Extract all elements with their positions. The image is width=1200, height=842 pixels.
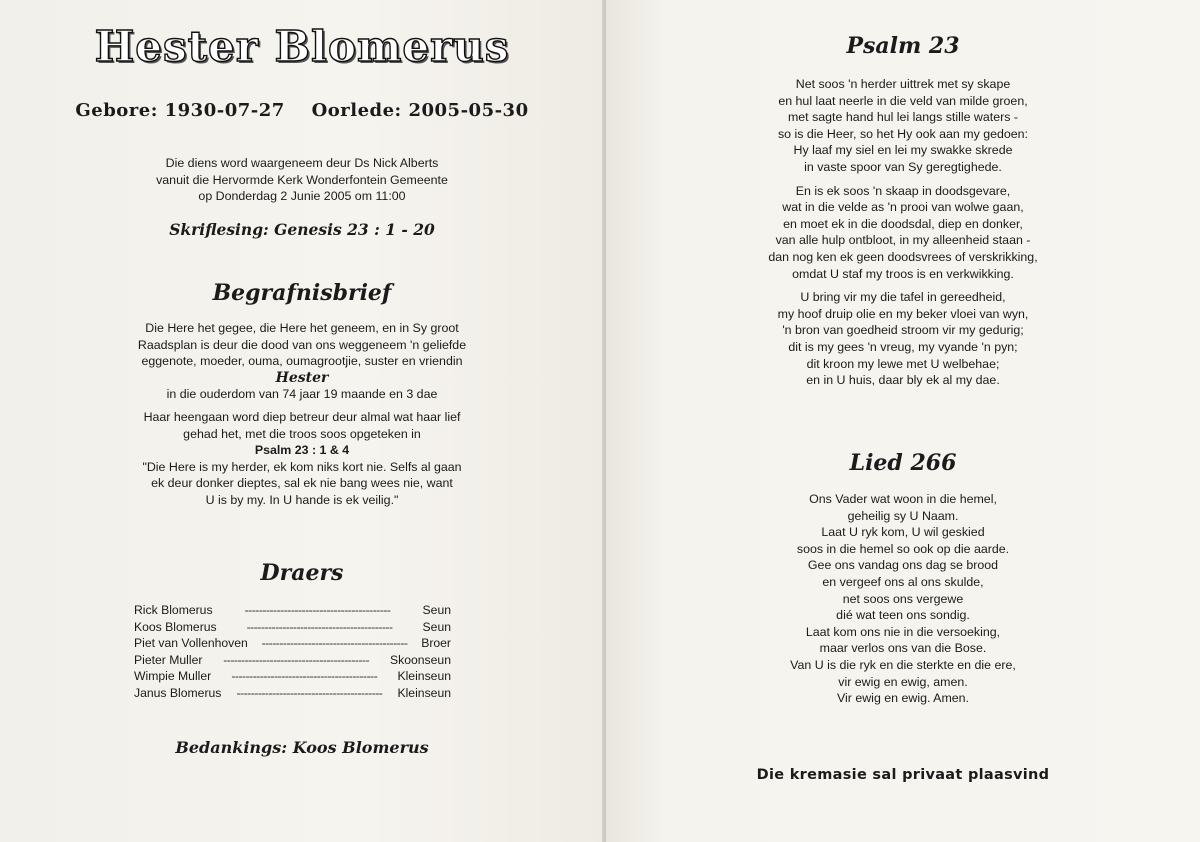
psalm-line: my hoof druip olie en my beker vloei van wyn, [777,306,1029,321]
age-line: in die ouderdom van 74 jaar 19 maande en 3 dae [166,387,438,402]
bearer-row [134,603,451,620]
funeral-letter-heading: Begrafnisbrief [212,280,392,306]
bearer-dashes: ----------------------------------------- [223,652,370,667]
psalm-line: en in U huis, daar bly ek al my dae. [806,373,1000,388]
bearer-row [134,636,451,653]
psalm-stanza [606,76,1200,176]
psalm-reference: Psalm 23 : 1 & 4 [254,443,350,458]
hymn-line: Ons Vader wat woon in die hemel, [809,492,997,506]
psalm-heading: Psalm 23 [846,33,960,59]
bearer-dashes: ----------------------------------------- [231,669,378,684]
letter-line: Raadsplan is deur die dood van ons weggeneem 'n geliefde [137,337,467,352]
service-line: vanuit die Hervormde Kerk Wonderfontein Gemeente [156,172,448,187]
cremation-notice: Die kremasie sal privaat plaasvind [756,767,1050,783]
hymn-line: en vergeef ons al ons skulde, [822,574,984,589]
bearer-relation: Seun [422,603,451,617]
service-line: op Donderdag 2 Junie 2005 om 11:00 [198,189,406,204]
bearer-name: Piet van Vollenhoven [134,636,248,651]
service-line: Die diens word waargeneem deur Ds Nick Alberts [165,156,439,170]
psalm-line: Hy laaf my siel en lei my swakke skrede [793,143,1013,158]
hymn-line: net soos ons vergewe [842,591,964,606]
bearer-row [134,653,451,670]
psalm-line: dit is my gees 'n vreug, my vyande 'n pyn; [788,339,1018,354]
bearer-dashes: ----------------------------------------- [244,603,391,617]
bearer-name: Wimpie Muller [134,669,212,684]
bearer-relation: Skoonseun [390,652,451,667]
psalm-line: 'n bron van goedheid stroom vir my gedurig; [782,323,1024,338]
hymn-line: soos in die hemel so ook op die aarde. [796,541,1010,556]
bearer-relation: Seun [422,619,451,634]
psalm-line: so is die Heer, so het Hy ook aan my gedoen: [777,126,1029,141]
bearer-name: Rick Blomerus [134,603,213,617]
letter-line: Die Here het gegee, die Here het geneem, en in Sy groot [145,321,459,335]
bearer-row [134,686,451,703]
psalm-line: en moet ek in die doodsdal, diep en donker, [783,216,1023,231]
bearer-dashes: ----------------------------------------- [236,685,383,700]
psalm-stanza [606,183,1200,283]
bearer-relation: Kleinseun [397,669,451,684]
hymn-text [606,491,1200,707]
quote-line: "Die Here is my herder, ek kom niks kort nie. Selfs al gaan [142,459,462,474]
bearer-relation: Kleinseun [397,685,451,700]
bearer-name: Janus Blomerus [134,685,222,700]
bearer-name: Pieter Muller [134,652,203,667]
right-page [606,0,1200,842]
letter-line: gehad het, met die troos soos opgeteken in [183,426,421,441]
psalm-line: wat in die velde as 'n prooi van wolwe gaan, [782,200,1024,215]
funeral-letter [0,320,604,509]
service-details [0,155,604,205]
bearer-name: Koos Blomerus [134,619,217,634]
hymn-heading: Lied 266 [849,450,957,476]
acknowledgements: Bedankings: Koos Blomerus [175,738,429,757]
psalm-stanza [606,289,1200,389]
death-date: Oorlede: 2005-05-30 [311,100,529,121]
bearer-row [134,620,451,637]
bearer-relation: Broer [421,636,451,651]
psalm-line: dit kroon my lewe met U welbehae; [806,356,1000,371]
psalm-line: Net soos 'n herder uittrek met sy skape [795,77,1011,91]
hymn-line: Laat kom ons nie in die versoeking, [805,624,1001,639]
bearers-heading: Draers [260,560,344,586]
bearer-row [134,669,451,686]
psalm-line: U bring vir my die tafel in gereedheid, [800,290,1006,305]
scripture-reading: Skriflesing: Genesis 23 : 1 - 20 [169,220,435,239]
psalm-line: van alle hulp ontbloot, in my alleenheid staan - [775,233,1031,248]
psalm-line: dan nog ken ek geen doodsvrees of verskrikking, [768,249,1038,264]
hymn-line: Gee ons vandag ons dag se brood [807,558,999,573]
psalm-text [606,76,1200,396]
letter-line: Haar heengaan word diep betreur deur almal wat haar lief [143,409,461,424]
psalm-line: in vaste spoor van Sy geregtighede. [804,159,1002,174]
hymn-line: geheilig sy U Naam. [847,508,959,523]
deceased-name-title: Hester Blomerus [94,22,510,71]
quote-line: ek deur donker dieptes, sal ek nie bang wees nie, want [151,476,453,491]
bearer-dashes: ----------------------------------------- [261,636,408,651]
birth-date: Gebore: 1930-07-27 [75,100,285,121]
letter-line: eggenote, moeder, ouma, oumagrootjie, suster en vriendin [141,354,463,369]
quote-line: U is by my. In U hande is ek veilig." [205,492,399,507]
bearers-list [134,603,451,703]
hymn-line: Laat U ryk kom, U wil geskied [821,525,985,540]
psalm-line: en hul laat neerle in die veld van milde groen, [778,93,1028,108]
hymn-line: vir ewig en ewig, amen. [838,674,968,689]
hymn-line: dié wat teen ons sondig. [836,608,970,623]
bearer-dashes: ----------------------------------------- [246,619,393,634]
life-dates [0,100,604,121]
deceased-first-name: Hester [275,369,329,386]
psalm-line: met sagte hand hul lei langs stille waters - [787,110,1019,125]
psalm-line: En is ek soos 'n skaap in doodsgevare, [795,183,1011,198]
hymn-line: Vir ewig en ewig. Amen. [836,691,969,706]
hymn-line: Van U is die ryk en die sterkte en die ere, [790,657,1016,672]
hymn-line: maar verlos ons van die Bose. [819,641,987,656]
psalm-line: omdat U staf my troos is en verkwikking. [792,266,1014,281]
